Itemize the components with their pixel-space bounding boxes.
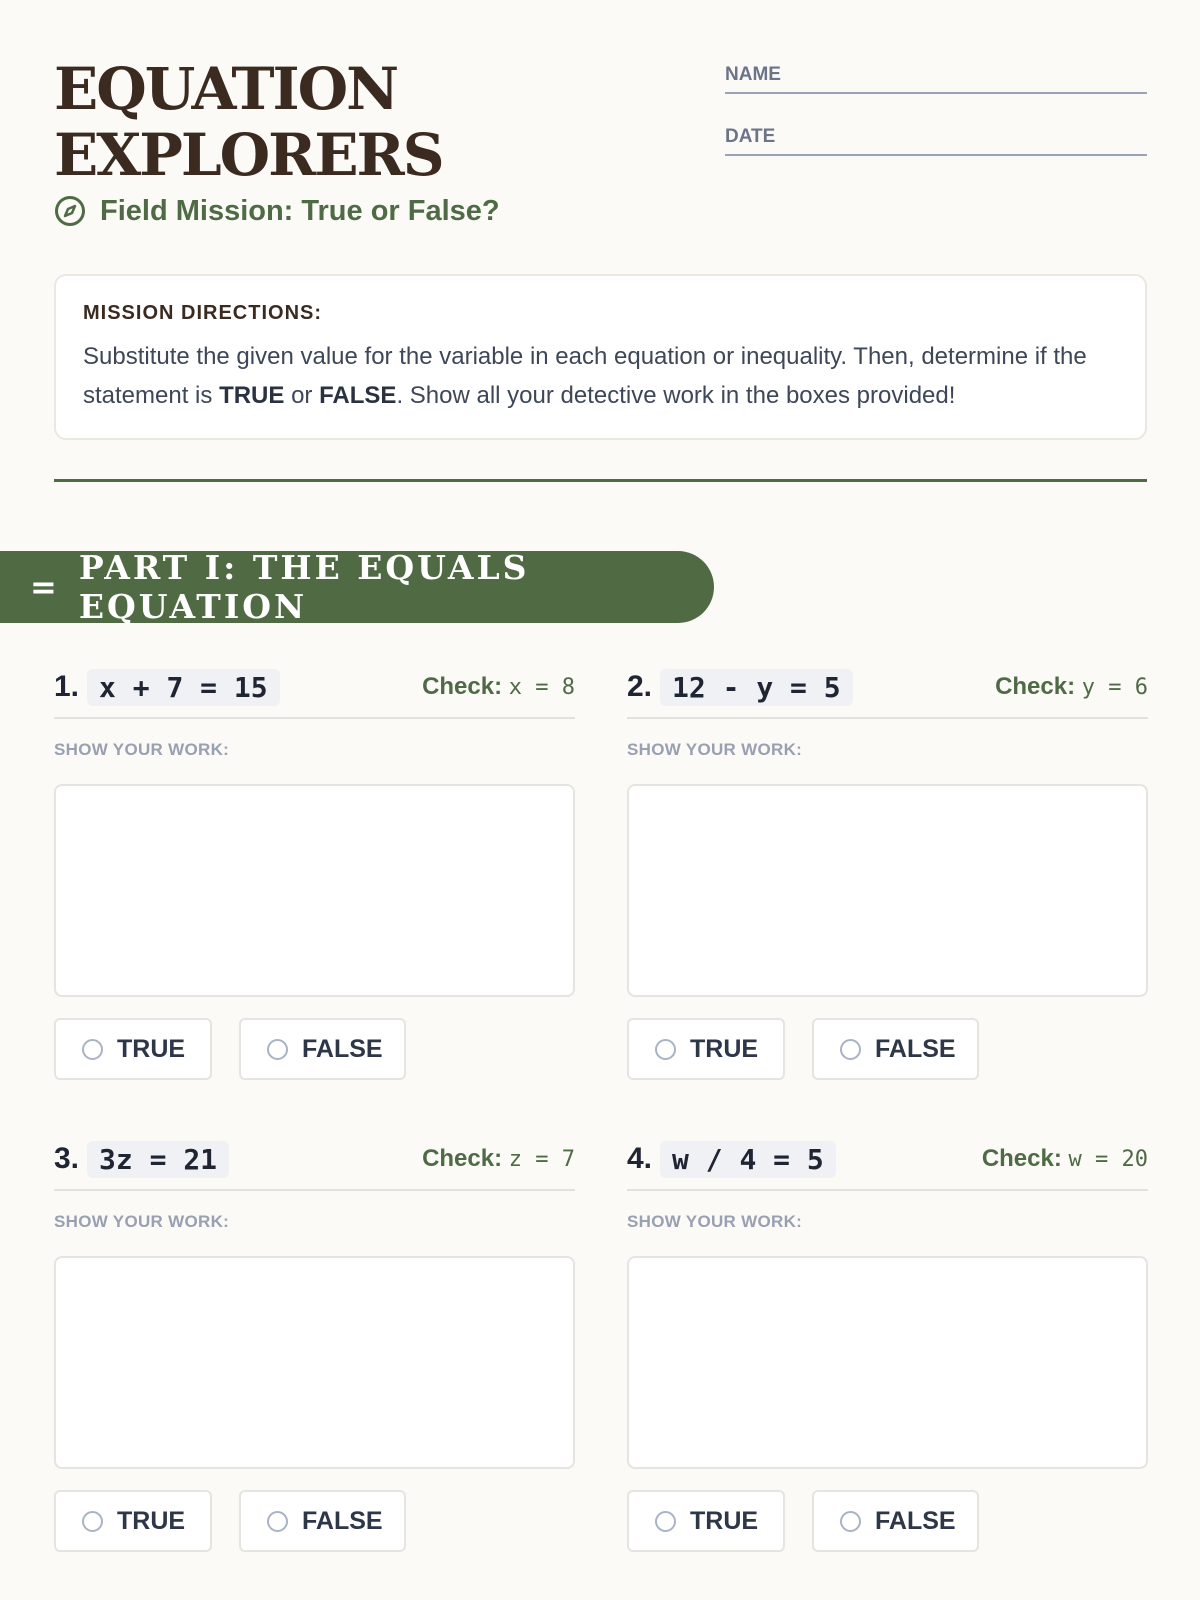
problem-card [627, 1129, 1148, 1552]
problem-card [54, 1129, 575, 1552]
date-field[interactable] [725, 122, 1147, 156]
radio-circle-icon[interactable] [655, 1511, 676, 1532]
problem-header [627, 657, 1148, 719]
worksheet-title [54, 56, 443, 188]
equation: 12 - y = 5 [660, 669, 853, 706]
name-label: NAME [725, 64, 781, 85]
equation: w / 4 = 5 [660, 1141, 836, 1178]
problem-header [54, 657, 575, 719]
equation: 3z = 21 [87, 1141, 229, 1178]
work-box[interactable] [54, 1256, 575, 1469]
answer-choices [54, 1018, 575, 1080]
true-option[interactable]: TRUE [627, 1018, 785, 1080]
compass-icon [54, 195, 86, 227]
radio-circle-icon[interactable] [82, 1511, 103, 1532]
radio-circle-icon[interactable] [655, 1039, 676, 1060]
answer-choices [627, 1490, 1148, 1552]
directions-text: Substitute the given value for the variable in each equation or inequality. Then, determine if the statement is TRUE or FALSE. Show all your detective work in the boxes provided! [83, 343, 1087, 409]
false-option[interactable]: FALSE [812, 1018, 979, 1080]
true-keyword: TRUE [219, 382, 285, 409]
part-banner [0, 548, 714, 626]
check-value: Check: w = 20 [981, 1145, 1148, 1172]
problem-header [627, 1129, 1148, 1191]
problem-card [54, 657, 575, 1080]
show-work-label: SHOW YOUR WORK: [54, 740, 230, 759]
false-option[interactable]: FALSE [239, 1018, 406, 1080]
check-value: Check: y = 6 [995, 673, 1148, 700]
radio-circle-icon[interactable] [267, 1039, 288, 1060]
title-line-2: EXPLORERS [54, 121, 443, 189]
mission-subtitle [54, 192, 500, 230]
name-field[interactable] [725, 60, 1147, 94]
true-option[interactable]: TRUE [54, 1490, 212, 1552]
radio-circle-icon[interactable] [840, 1039, 861, 1060]
subtitle-text: Field Mission: True or False? [100, 194, 500, 227]
equals-icon: = [30, 568, 57, 606]
problem-number: 2. [627, 670, 653, 703]
problem-number: 3. [54, 1142, 80, 1175]
false-keyword: FALSE [319, 382, 397, 409]
directions-title: MISSION DIRECTIONS: [83, 302, 323, 324]
check-value: Check: z = 7 [422, 1145, 575, 1172]
true-option[interactable]: TRUE [54, 1018, 212, 1080]
show-work-label: SHOW YOUR WORK: [627, 1212, 803, 1231]
problem-number: 1. [54, 670, 80, 703]
radio-circle-icon[interactable] [267, 1511, 288, 1532]
radio-circle-icon[interactable] [840, 1511, 861, 1532]
work-box[interactable] [54, 784, 575, 997]
equation: x + 7 = 15 [87, 669, 280, 706]
work-box[interactable] [627, 1256, 1148, 1469]
radio-circle-icon[interactable] [82, 1039, 103, 1060]
show-work-label: SHOW YOUR WORK: [54, 1212, 230, 1231]
show-work-label: SHOW YOUR WORK: [627, 740, 803, 759]
part-title: PART I: THE EQUALS EQUATION [78, 548, 530, 626]
check-value: Check: x = 8 [422, 673, 575, 700]
mission-directions [54, 274, 1147, 440]
problem-header [54, 1129, 575, 1191]
problem-card [627, 657, 1148, 1080]
false-option[interactable]: FALSE [812, 1490, 979, 1552]
date-label: DATE [725, 126, 776, 147]
false-option[interactable]: FALSE [239, 1490, 406, 1552]
true-option[interactable]: TRUE [627, 1490, 785, 1552]
answer-choices [627, 1018, 1148, 1080]
section-divider [54, 479, 1147, 482]
title-line-1: EQUATION [54, 55, 398, 123]
work-box[interactable] [627, 784, 1148, 997]
problem-number: 4. [627, 1142, 653, 1175]
answer-choices [54, 1490, 575, 1552]
